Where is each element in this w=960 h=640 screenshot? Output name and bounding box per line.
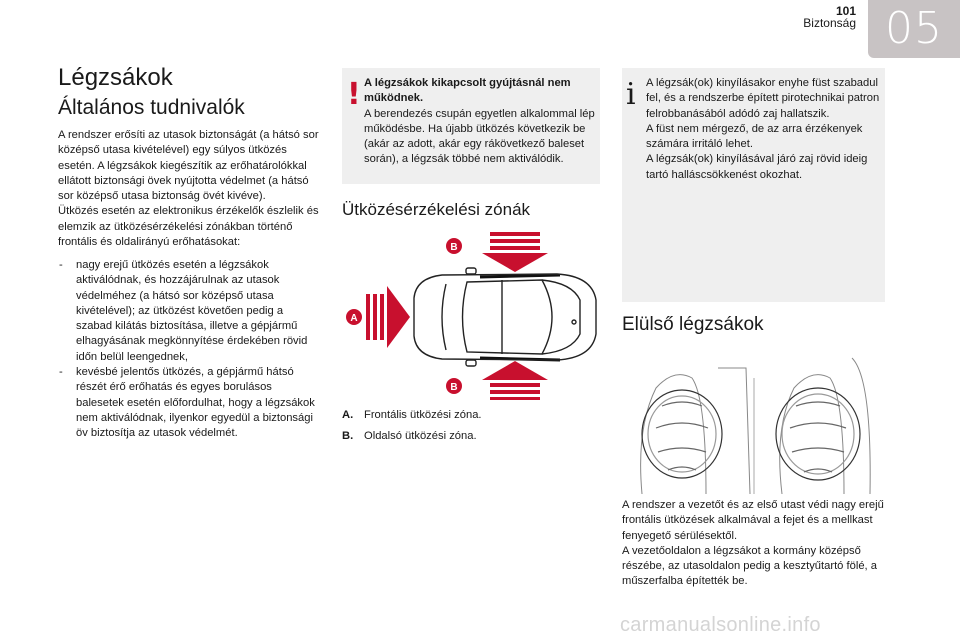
intro-paragraph: A rendszer erősíti az utasok biztonságát (a hátsó sor középső utasa kivételével) egy súlyos ütközés esetén. A légzsákok kiegészítik az erőhatárolókkal ellátott biztonsági övek nyújtotta védelmet (a hátsó sor középső utasa biztonság övét kivéve). — [58, 129, 319, 203]
zones-title: Ütközésérzékelési zónák — [342, 200, 531, 219]
legend-item-b — [342, 430, 477, 442]
marker-label: A — [350, 313, 358, 324]
legend-key: A. — [342, 409, 354, 421]
watermark: carmanualsonline.info — [620, 614, 821, 636]
section-name: Biztonság — [803, 16, 856, 30]
intro-paragraph-2: Ütközés esetén az elektronikus érzékelők észlelik és elemzik az ütközésérzékelési zónákban történő frontális és oldalirányú erőhatásokat: — [58, 205, 319, 249]
info-line: A füst nem mérgező, de az arra érzékenyek számára irritáló lehet. — [646, 122, 863, 151]
legend-text: Frontális ütközési zóna. — [364, 409, 482, 421]
intro-block — [58, 128, 320, 250]
info-content — [646, 76, 882, 183]
driver-airbag — [642, 390, 722, 478]
legend-key: B. — [342, 430, 354, 442]
info-line: A légzsák(ok) kinyílásakor enyhe füst szabadul fel, és a rendszerbe épített pirotechnikai patron felrobbanásából adódó zaj hallatszik. — [646, 77, 880, 120]
warning-title: A légzsákok kikapcsolt gyújtásnál nem működnek. — [364, 77, 571, 105]
car-outline — [414, 268, 596, 366]
zone-marker-b-bottom — [446, 378, 462, 394]
front-airbags-title: Elülső légzsákok — [622, 314, 764, 335]
front-paragraph: A rendszer a vezetőt és az első utast védi nagy erejű frontális ütközések alkalmával a fejet és a mellkast fenyegető sérülésektől. — [622, 499, 884, 542]
marker-label: B — [450, 382, 458, 393]
legend-item-a — [342, 409, 482, 421]
front-arrow — [366, 286, 410, 348]
front-airbag-illustration — [622, 348, 884, 496]
warning-content — [364, 76, 596, 168]
front-paragraph-2: A vezetőoldalon a légzsákot a kormány középső részébe, az utasoldalon pedig a kesztyűtartó fölé, a műszerfalba építették be. — [622, 544, 877, 588]
page-title: Légzsákok — [58, 64, 173, 91]
marker-label: B — [450, 242, 458, 253]
front-airbags-text — [622, 498, 888, 590]
page-number: 101 — [835, 4, 856, 18]
info-icon: i — [626, 77, 636, 112]
car-diagram — [342, 228, 604, 400]
bullet-list — [58, 258, 320, 442]
exclamation-icon: ! — [347, 77, 361, 112]
warning-text: A berendezés csupán egyetlen alkalommal lép működésbe. Ha újabb ütközés következik be (akár az adott, akár egy rákövetkező baleset során), a légzsák többé nem aktiválódik. — [364, 107, 595, 166]
info-line: A légzsák(ok) kinyílásával járó zaj rövid ideig tartó halláscsökkenést okozhat. — [646, 153, 868, 181]
page-subtitle: Általános tudnivalók — [58, 96, 245, 119]
chapter-number: 05 — [885, 3, 943, 54]
list-item: - kevésbé jelentős ütközés, a gépjármű hátsó részét érő erőhatás és egyes borulásos balesetek esetén előfordulhat, hogy a légzsákok nem aktiválódnak, ilyenkor egyedül a biztonsági öv biztosítja az utasok védelmét. — [58, 365, 320, 441]
list-item: - nagy erejű ütközés esetén a légzsákok aktiválódnak, és hozzájárulnak az utasok védelméhez (a hátsó sor középső utasa kivételével); az ütközést követően pedig a szabad kilátás biztosítása, illetve a gépjármű elhagyásának megkönnyítése érdekében rövid időn belül leengednek, — [58, 258, 320, 365]
legend-text: Oldalsó ütközési zóna. — [364, 430, 477, 442]
zone-marker-a — [346, 309, 362, 325]
zone-marker-b-top — [446, 238, 462, 254]
passenger-airbag — [776, 388, 860, 480]
side-arrow-top — [482, 232, 548, 272]
side-arrow-bottom — [482, 361, 548, 400]
